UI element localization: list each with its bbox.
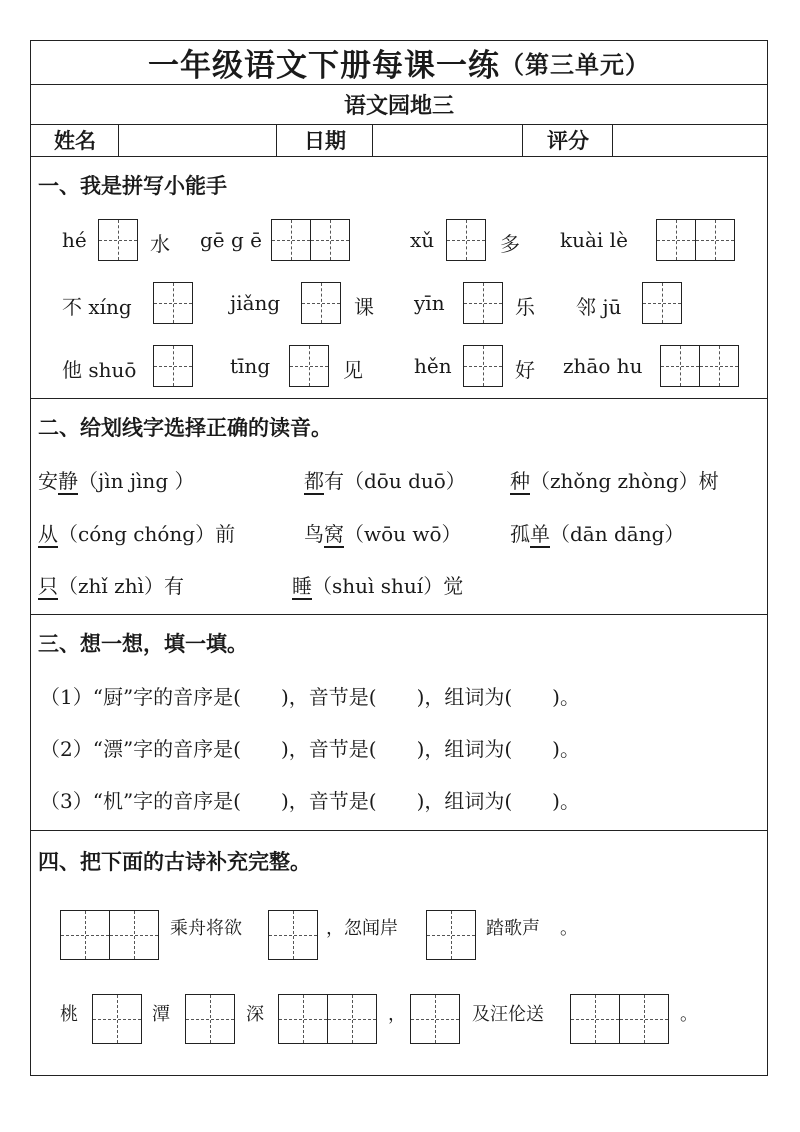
writing-box[interactable] — [570, 994, 620, 1044]
divider — [30, 830, 768, 831]
fill-question-2: （2）“漂”字的音序是( )，音节是( )，组词为( )。 — [40, 737, 580, 761]
writing-box[interactable] — [60, 910, 110, 960]
name-field[interactable] — [120, 126, 274, 154]
poem-text: ， — [388, 1004, 406, 1025]
writing-box[interactable] — [410, 994, 460, 1044]
poem-text: ，忽闻岸 — [326, 918, 398, 939]
pinyin-text: 不 xíng — [62, 295, 132, 319]
page-title: 一年级语文下册每课一练 （第三单元） — [148, 47, 650, 84]
pinyin-text: 他 shuō — [62, 358, 137, 382]
pinyin-text: tīng — [230, 354, 271, 378]
divider — [276, 124, 277, 156]
reading-item: 鸟窝（wōu wō） — [304, 522, 462, 546]
writing-box[interactable] — [327, 994, 377, 1044]
divider — [612, 124, 613, 156]
writing-box[interactable] — [278, 994, 328, 1044]
poem-text: 及汪伦送 — [472, 1004, 544, 1025]
writing-box[interactable] — [660, 345, 700, 387]
writing-box[interactable] — [98, 219, 138, 261]
reading-item: 都有（dōu duō） — [304, 469, 466, 493]
lesson-title: 语文园地三 — [343, 92, 454, 119]
divider — [30, 124, 768, 125]
writing-box[interactable] — [699, 345, 739, 387]
pinyin-text: jiǎng — [230, 291, 281, 315]
writing-box[interactable] — [695, 219, 735, 261]
poem-text: 。 — [680, 1004, 698, 1025]
writing-box[interactable] — [153, 282, 193, 324]
writing-box[interactable] — [268, 910, 318, 960]
reading-item: 从（cóng chóng）前 — [38, 522, 236, 546]
fill-question-1: （1）“厨”字的音序是( )，音节是( )，组词为( )。 — [40, 685, 580, 709]
writing-box[interactable] — [463, 282, 503, 324]
pinyin-text: hé — [62, 228, 87, 252]
poem-text: 。 — [560, 918, 578, 939]
writing-box[interactable] — [289, 345, 329, 387]
poem-text: 潭 — [152, 1004, 170, 1025]
section-2-heading: 二、给划线字选择正确的读音。 — [38, 415, 332, 440]
divider — [372, 124, 373, 156]
divider — [30, 398, 768, 399]
date-label: 日期 — [304, 128, 346, 153]
section-3-heading: 三、想一想，填一填。 — [38, 631, 248, 656]
reading-item: 安静（jìn jìng ） — [38, 469, 195, 493]
hanzi-text: 课 — [354, 295, 374, 319]
reading-item: 睡（shuì shuí）觉 — [292, 574, 464, 598]
pinyin-text: kuài lè — [560, 228, 628, 252]
hanzi-text: 水 — [150, 232, 170, 256]
pinyin-text: xǔ — [410, 228, 435, 252]
pinyin-text: zhāo hu — [563, 354, 643, 378]
fill-question-3: （3）“机”字的音序是( )，音节是( )，组词为( )。 — [40, 789, 580, 813]
date-field[interactable] — [374, 126, 520, 154]
pinyin-text: 邻 jū — [576, 295, 622, 319]
pinyin-text: yīn — [414, 291, 445, 315]
hanzi-text: 好 — [515, 358, 535, 382]
name-label: 姓名 — [54, 128, 96, 153]
poem-text: 踏歌声 — [486, 918, 540, 939]
pinyin-text: hěn — [414, 354, 452, 378]
writing-box[interactable] — [656, 219, 696, 261]
writing-box[interactable] — [301, 282, 341, 324]
poem-text: 深 — [246, 1004, 264, 1025]
writing-box[interactable] — [109, 910, 159, 960]
reading-item: 种（zhǒng zhòng）树 — [510, 469, 719, 493]
writing-box[interactable] — [185, 994, 235, 1044]
hanzi-text: 见 — [343, 358, 363, 382]
divider — [118, 124, 119, 156]
writing-box[interactable] — [92, 994, 142, 1044]
writing-box[interactable] — [619, 994, 669, 1044]
score-field[interactable] — [614, 126, 766, 154]
writing-box[interactable] — [310, 219, 350, 261]
hanzi-text: 乐 — [515, 295, 535, 319]
writing-box[interactable] — [446, 219, 486, 261]
divider — [522, 124, 523, 156]
writing-box[interactable] — [426, 910, 476, 960]
pinyin-text: gē g ē — [200, 228, 262, 252]
poem-text: 桃 — [60, 1004, 78, 1025]
writing-box[interactable] — [463, 345, 503, 387]
writing-box[interactable] — [271, 219, 311, 261]
divider — [30, 156, 768, 157]
writing-box[interactable] — [642, 282, 682, 324]
section-4-heading: 四、把下面的古诗补充完整。 — [38, 849, 311, 874]
writing-box[interactable] — [153, 345, 193, 387]
score-label: 评分 — [547, 128, 589, 153]
poem-text: 乘舟将欲 — [170, 918, 242, 939]
reading-item: 孤单（dān dāng） — [510, 522, 685, 546]
section-1-heading: 一、我是拼写小能手 — [38, 173, 227, 198]
hanzi-text: 多 — [500, 232, 520, 256]
divider — [30, 614, 768, 615]
reading-item: 只（zhǐ zhì）有 — [38, 574, 184, 598]
